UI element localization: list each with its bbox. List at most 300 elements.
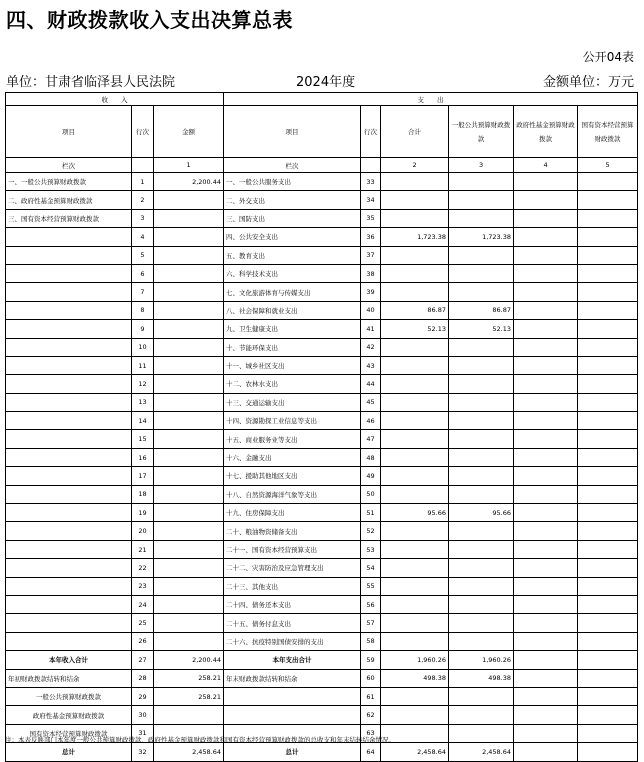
expense-row-no: 42	[361, 338, 381, 356]
expense-total	[381, 614, 449, 632]
income-row-no: 3	[132, 209, 154, 227]
income-item	[6, 246, 132, 264]
income-amount	[154, 338, 224, 356]
income-amount	[154, 209, 224, 227]
state-capital-header: 国有资本经营预算财政拨款	[578, 106, 638, 158]
expense-total	[381, 412, 449, 430]
expense-state-capital	[578, 338, 638, 356]
expense-total	[381, 485, 449, 503]
unit-row	[6, 71, 634, 89]
expense-gov-fund	[514, 209, 578, 227]
expense-item: 年末财政拨款结转和结余	[224, 669, 361, 687]
expense-row-no: 63	[361, 724, 381, 742]
income-amount	[154, 320, 224, 338]
currency-unit: 金额单位：万元	[542, 75, 634, 90]
income-amount	[154, 540, 224, 558]
expense-gov-fund	[514, 246, 578, 264]
expense-general	[449, 448, 514, 466]
fiscal-year: 2024年度	[296, 75, 356, 90]
expense-total	[381, 467, 449, 485]
income-amount: 2,200.44	[154, 173, 224, 191]
expense-state-capital	[578, 246, 638, 264]
expense-row-no: 55	[361, 577, 381, 595]
expense-item: 十七、援助其他地区支出	[224, 467, 361, 485]
expense-gov-fund	[514, 191, 578, 209]
col-2: 2	[381, 158, 449, 173]
expense-general	[449, 338, 514, 356]
expense-general	[449, 540, 514, 558]
expense-gov-fund	[514, 577, 578, 595]
expense-general	[449, 375, 514, 393]
expense-gov-fund	[514, 412, 578, 430]
expense-total	[381, 559, 449, 577]
expense-row-no: 53	[361, 540, 381, 558]
income-item	[6, 264, 132, 282]
income-amount	[154, 246, 224, 264]
income-row-no: 26	[132, 632, 154, 650]
expense-item: 六、科学技术支出	[224, 264, 361, 282]
income-row-no: 4	[132, 228, 154, 246]
expense-general	[449, 595, 514, 613]
expense-state-capital	[578, 595, 638, 613]
expense-item: 十九、住房保障支出	[224, 504, 361, 522]
income-amount	[154, 264, 224, 282]
expense-row-no: 37	[361, 246, 381, 264]
income-row-no: 27	[132, 651, 154, 669]
expense-state-capital	[578, 375, 638, 393]
expense-general	[449, 485, 514, 503]
income-row-no: 29	[132, 687, 154, 705]
income-item: 总计	[6, 743, 132, 761]
expense-state-capital	[578, 430, 638, 448]
income-item	[6, 338, 132, 356]
income-amount	[154, 632, 224, 650]
summary-row	[6, 651, 638, 669]
expense-total	[381, 264, 449, 282]
footnote: 注：本表反映部门本年度一般公共预算财政拨款、政府性基金预算财政拨款和国有资本经营预算财政拨款的总收支和年末结转结余情况。	[5, 736, 395, 744]
expense-state-capital	[578, 706, 638, 724]
expense-rowno-header: 行次	[361, 106, 381, 158]
expense-state-capital	[578, 412, 638, 430]
expense-general	[449, 356, 514, 374]
expense-state-capital	[578, 173, 638, 191]
income-item: 三、国有资本经营预算财政拨款	[6, 209, 132, 227]
col-3: 3	[449, 158, 514, 173]
table-row	[6, 540, 638, 558]
expense-gov-fund	[514, 595, 578, 613]
table-row	[6, 301, 638, 319]
expense-general	[449, 467, 514, 485]
income-amount: 258.21	[154, 687, 224, 705]
expense-general	[449, 687, 514, 705]
expense-total	[381, 430, 449, 448]
expense-gov-fund	[514, 393, 578, 411]
expense-header: 支 出	[224, 93, 638, 106]
expense-item: 三、国防支出	[224, 209, 361, 227]
lanci-blank	[361, 158, 381, 173]
income-item: 年初财政拨款结转和结余	[6, 669, 132, 687]
income-row-no: 32	[132, 743, 154, 761]
income-row-no: 16	[132, 448, 154, 466]
expense-total: 1,723.38	[381, 228, 449, 246]
expense-gov-fund	[514, 724, 578, 742]
income-amount	[154, 577, 224, 595]
income-row-no: 8	[132, 301, 154, 319]
summary-row	[6, 687, 638, 705]
income-item	[6, 393, 132, 411]
income-row-no: 31	[132, 724, 154, 742]
expense-general	[449, 706, 514, 724]
income-amount	[154, 485, 224, 503]
income-amount: 2,458.64	[154, 743, 224, 761]
table-row	[6, 283, 638, 301]
income-row-no: 21	[132, 540, 154, 558]
expense-row-no: 58	[361, 632, 381, 650]
expense-general	[449, 559, 514, 577]
expense-state-capital	[578, 283, 638, 301]
expense-gov-fund	[514, 375, 578, 393]
income-header: 收 入	[6, 93, 224, 106]
expense-gov-fund	[514, 283, 578, 301]
expense-row-no: 50	[361, 485, 381, 503]
expense-state-capital	[578, 540, 638, 558]
expense-state-capital	[578, 301, 638, 319]
col-1: 1	[154, 158, 224, 173]
expense-general: 498.38	[449, 669, 514, 687]
summary-row	[6, 706, 638, 724]
expense-state-capital	[578, 504, 638, 522]
lanci-right: 栏次	[224, 158, 361, 173]
income-item	[6, 632, 132, 650]
expense-total	[381, 522, 449, 540]
expense-gov-fund	[514, 228, 578, 246]
income-amount: 258.21	[154, 669, 224, 687]
expense-item: 二十四、债务还本支出	[224, 595, 361, 613]
income-row-no: 12	[132, 375, 154, 393]
income-row-no: 28	[132, 669, 154, 687]
expense-general	[449, 209, 514, 227]
income-item	[6, 412, 132, 430]
expense-total	[381, 246, 449, 264]
income-amount	[154, 283, 224, 301]
expense-row-no: 39	[361, 283, 381, 301]
expense-state-capital	[578, 467, 638, 485]
expense-general	[449, 246, 514, 264]
expense-general	[449, 430, 514, 448]
table-row	[6, 320, 638, 338]
table-row	[6, 504, 638, 522]
income-item	[6, 228, 132, 246]
income-amount	[154, 375, 224, 393]
income-item	[6, 540, 132, 558]
expense-row-no: 52	[361, 522, 381, 540]
expense-item: 二十一、国有资本经营预算支出	[224, 540, 361, 558]
expense-total	[381, 173, 449, 191]
expense-general: 52.13	[449, 320, 514, 338]
expense-general: 86.87	[449, 301, 514, 319]
expense-total	[381, 356, 449, 374]
income-amount	[154, 412, 224, 430]
expense-state-capital	[578, 264, 638, 282]
income-item-header: 项目	[6, 106, 132, 158]
expense-row-no: 60	[361, 669, 381, 687]
expense-state-capital	[578, 614, 638, 632]
expense-total	[381, 687, 449, 705]
expense-row-no: 59	[361, 651, 381, 669]
expense-item: 本年支出合计	[224, 651, 361, 669]
expense-row-no: 48	[361, 448, 381, 466]
income-row-no: 30	[132, 706, 154, 724]
income-row-no: 10	[132, 338, 154, 356]
expense-total: 86.87	[381, 301, 449, 319]
income-row-no: 18	[132, 485, 154, 503]
lanci-left: 栏次	[6, 158, 132, 173]
income-row-no: 20	[132, 522, 154, 540]
expense-general	[449, 614, 514, 632]
income-row-no: 23	[132, 577, 154, 595]
expense-general	[449, 173, 514, 191]
table-row	[6, 614, 638, 632]
expense-gov-fund	[514, 540, 578, 558]
table-row	[6, 191, 638, 209]
table-row	[6, 264, 638, 282]
expense-item: 二十二、灾害防治及应急管理支出	[224, 559, 361, 577]
expense-item: 二、外交支出	[224, 191, 361, 209]
expense-item: 十六、金融支出	[224, 448, 361, 466]
income-item: 一、一般公共预算财政拨款	[6, 173, 132, 191]
expense-item: 十四、资源勘探工业信息等支出	[224, 412, 361, 430]
expense-state-capital	[578, 485, 638, 503]
expense-row-no: 33	[361, 173, 381, 191]
table-row	[6, 430, 638, 448]
expense-row-no: 44	[361, 375, 381, 393]
income-amount	[154, 467, 224, 485]
col-4: 4	[514, 158, 578, 173]
income-item	[6, 559, 132, 577]
table-row	[6, 522, 638, 540]
income-item	[6, 467, 132, 485]
expense-total: 498.38	[381, 669, 449, 687]
expense-total	[381, 540, 449, 558]
income-item	[6, 614, 132, 632]
income-item	[6, 448, 132, 466]
expense-gov-fund	[514, 687, 578, 705]
total-header: 合计	[381, 106, 449, 158]
expense-total	[381, 191, 449, 209]
expense-gov-fund	[514, 522, 578, 540]
table-row	[6, 448, 638, 466]
table-row	[6, 356, 638, 374]
expense-row-no: 40	[361, 301, 381, 319]
expense-total	[381, 393, 449, 411]
income-amount	[154, 706, 224, 724]
expense-state-capital	[578, 577, 638, 595]
income-row-no: 9	[132, 320, 154, 338]
summary-row	[6, 743, 638, 761]
expense-row-no: 57	[361, 614, 381, 632]
income-item	[6, 504, 132, 522]
expense-item: 总计	[224, 743, 361, 761]
expense-general	[449, 724, 514, 742]
table-row	[6, 393, 638, 411]
expense-state-capital	[578, 209, 638, 227]
table-row	[6, 173, 638, 191]
expense-item-header: 项目	[224, 106, 361, 158]
income-row-no: 5	[132, 246, 154, 264]
income-item	[6, 522, 132, 540]
expense-row-no: 45	[361, 393, 381, 411]
expense-general: 95.66	[449, 504, 514, 522]
expense-total: 2,458.64	[381, 743, 449, 761]
expense-item	[224, 706, 361, 724]
expense-gov-fund	[514, 301, 578, 319]
expense-row-no: 36	[361, 228, 381, 246]
expense-state-capital	[578, 320, 638, 338]
expense-row-no: 64	[361, 743, 381, 761]
expense-gov-fund	[514, 264, 578, 282]
income-amount	[154, 614, 224, 632]
expense-state-capital	[578, 632, 638, 650]
table-row	[6, 375, 638, 393]
expense-item: 七、文化旅游体育与传媒支出	[224, 283, 361, 301]
income-row-no: 14	[132, 412, 154, 430]
income-rowno-header: 行次	[132, 106, 154, 158]
expense-item: 一、一般公共服务支出	[224, 173, 361, 191]
expense-state-capital	[578, 191, 638, 209]
expense-gov-fund	[514, 320, 578, 338]
expense-item: 二十五、债务付息支出	[224, 614, 361, 632]
expense-general	[449, 412, 514, 430]
expense-item: 九、卫生健康支出	[224, 320, 361, 338]
income-amount	[154, 448, 224, 466]
table-row	[6, 246, 638, 264]
summary-row	[6, 669, 638, 687]
income-item: 一般公共预算财政拨款	[6, 687, 132, 705]
expense-gov-fund	[514, 173, 578, 191]
income-item	[6, 595, 132, 613]
income-item	[6, 430, 132, 448]
expense-general: 1,960.26	[449, 651, 514, 669]
expense-total: 52.13	[381, 320, 449, 338]
expense-row-no: 56	[361, 595, 381, 613]
expense-total: 1,960.26	[381, 651, 449, 669]
expense-row-no: 43	[361, 356, 381, 374]
expense-state-capital	[578, 743, 638, 761]
expense-state-capital	[578, 687, 638, 705]
expense-total	[381, 595, 449, 613]
expense-gov-fund	[514, 504, 578, 522]
expense-row-no: 51	[361, 504, 381, 522]
income-item	[6, 577, 132, 595]
table-row	[6, 559, 638, 577]
expense-row-no: 61	[361, 687, 381, 705]
expense-state-capital	[578, 228, 638, 246]
expense-row-no: 62	[361, 706, 381, 724]
expense-general	[449, 191, 514, 209]
expense-general	[449, 632, 514, 650]
expense-item: 四、公共安全支出	[224, 228, 361, 246]
income-row-no: 6	[132, 264, 154, 282]
table-row	[6, 338, 638, 356]
expense-item: 十二、农林水支出	[224, 375, 361, 393]
income-amount	[154, 595, 224, 613]
expense-item: 十一、城乡社区支出	[224, 356, 361, 374]
income-row-no: 7	[132, 283, 154, 301]
expense-row-no: 35	[361, 209, 381, 227]
general-budget-header: 一般公共预算财政拨款	[449, 106, 514, 158]
expense-total	[381, 209, 449, 227]
expense-row-no: 41	[361, 320, 381, 338]
expense-item: 十八、自然资源海洋气象等支出	[224, 485, 361, 503]
income-row-no: 11	[132, 356, 154, 374]
income-amount	[154, 522, 224, 540]
table-row	[6, 485, 638, 503]
expense-gov-fund	[514, 706, 578, 724]
expense-item	[224, 687, 361, 705]
expense-total	[381, 448, 449, 466]
income-row-no: 25	[132, 614, 154, 632]
expense-state-capital	[578, 651, 638, 669]
income-item	[6, 356, 132, 374]
expense-general	[449, 393, 514, 411]
income-item: 政府性基金预算财政拨款	[6, 706, 132, 724]
expense-state-capital	[578, 724, 638, 742]
expense-general	[449, 264, 514, 282]
expense-general	[449, 283, 514, 301]
income-row-no: 19	[132, 504, 154, 522]
budget-table	[5, 92, 638, 762]
expense-total	[381, 338, 449, 356]
col-5: 5	[578, 158, 638, 173]
expense-gov-fund	[514, 430, 578, 448]
income-item	[6, 301, 132, 319]
income-item	[6, 375, 132, 393]
table-row	[6, 467, 638, 485]
table-row	[6, 228, 638, 246]
income-amount	[154, 191, 224, 209]
expense-gov-fund	[514, 559, 578, 577]
expense-general: 1,723.38	[449, 228, 514, 246]
income-item: 本年收入合计	[6, 651, 132, 669]
expense-state-capital	[578, 669, 638, 687]
expense-row-no: 46	[361, 412, 381, 430]
lanci-blank	[132, 158, 154, 173]
table-row	[6, 595, 638, 613]
income-row-no: 15	[132, 430, 154, 448]
expense-general	[449, 522, 514, 540]
income-row-no: 1	[132, 173, 154, 191]
page-title: 四、财政拨款收入支出决算总表	[6, 8, 293, 32]
expense-gov-fund	[514, 651, 578, 669]
income-amount	[154, 356, 224, 374]
expense-gov-fund	[514, 356, 578, 374]
expense-item: 五、教育支出	[224, 246, 361, 264]
expense-gov-fund	[514, 338, 578, 356]
income-amount	[154, 430, 224, 448]
income-row-no: 24	[132, 595, 154, 613]
income-row-no: 17	[132, 467, 154, 485]
expense-total: 95.66	[381, 504, 449, 522]
gov-fund-header: 政府性基金预算财政拨款	[514, 106, 578, 158]
expense-gov-fund	[514, 485, 578, 503]
expense-item: 八、社会保障和就业支出	[224, 301, 361, 319]
expense-row-no: 47	[361, 430, 381, 448]
expense-general: 2,458.64	[449, 743, 514, 761]
expense-item: 二十三、其他支出	[224, 577, 361, 595]
expense-state-capital	[578, 559, 638, 577]
income-item: 国有资本经营预算财政拨款	[6, 724, 132, 742]
expense-gov-fund	[514, 632, 578, 650]
